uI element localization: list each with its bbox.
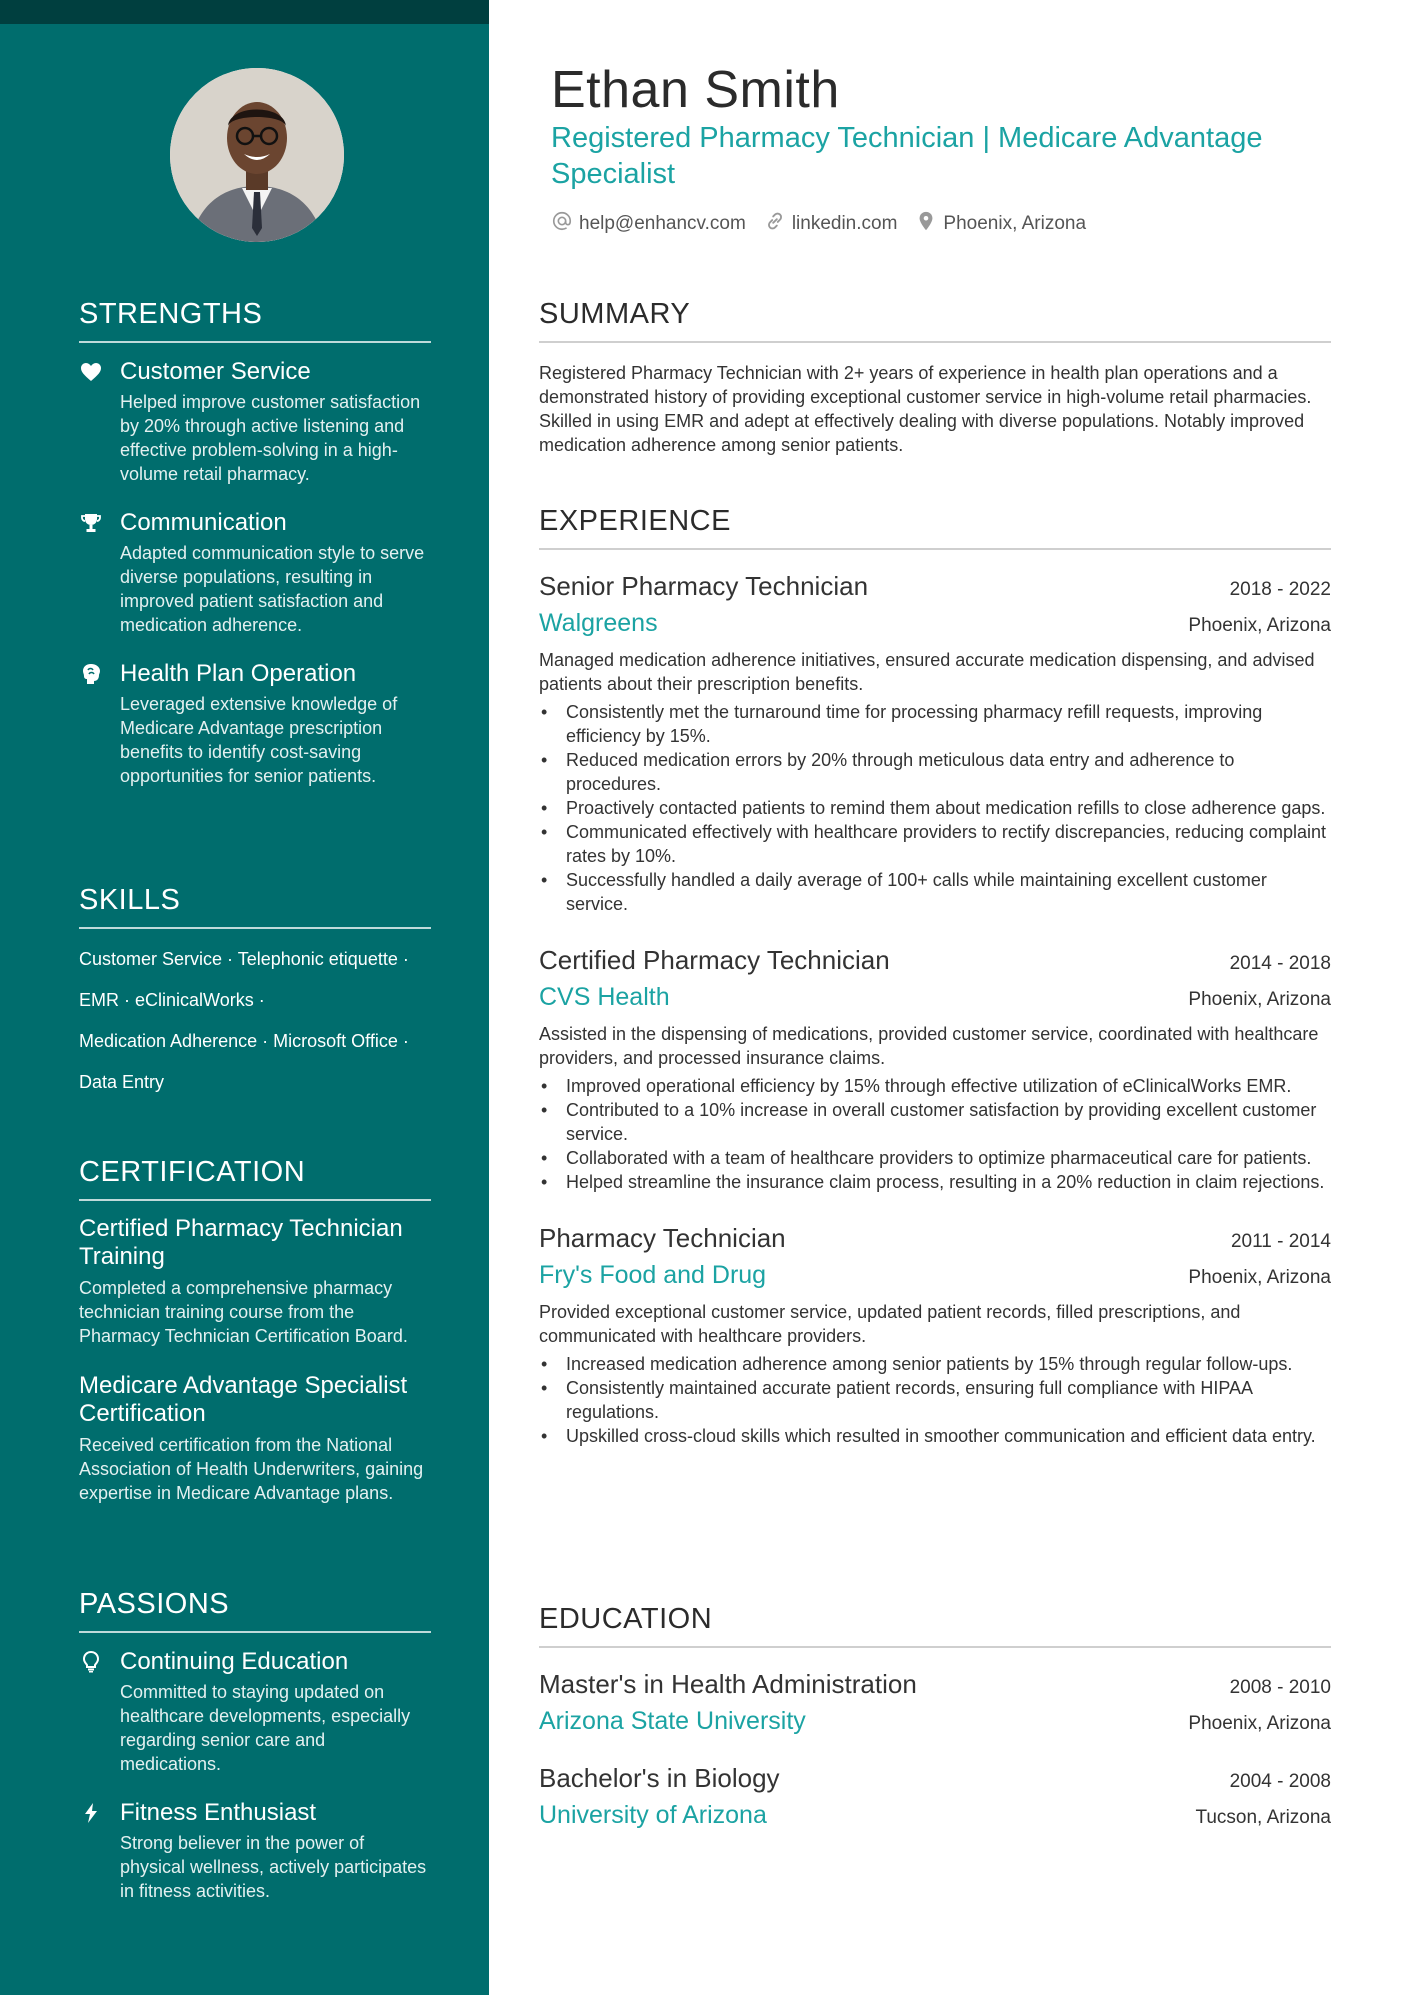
job-bullet: • Consistently met the turnaround time for processing pharmacy refill requests, improving efficiency by 15%. — [539, 700, 1331, 748]
passion-item — [79, 1798, 431, 1903]
education-school: Arizona State University — [539, 1707, 806, 1735]
job-bullet: • Collaborated with a team of healthcare providers to optimize pharmaceutical care for patients. — [539, 1146, 1331, 1170]
linkedin-contact[interactable] — [764, 210, 898, 238]
summary-text: Registered Pharmacy Technician with 2+ years of experience in health plan operations and a demonstrated history of providing exceptional customer service in high-volume retail pharmacies. Skilled in using EMR and adept at effectively dealing with diverse populations. Notably improved medication adherence among senior patients. — [539, 363, 1312, 455]
job-description: Assisted in the dispensing of medications, provided customer service, coordinated with healthcare providers, and processed insurance claims. — [539, 1024, 1319, 1068]
education-entry — [539, 1760, 1331, 1834]
strengths-title: STRENGTHS — [79, 298, 431, 343]
passion-title: Fitness Enthusiast — [120, 1799, 317, 1826]
email-text: help@enhancv.com — [579, 213, 746, 234]
brain-icon — [79, 662, 103, 686]
job-entry — [539, 1220, 1331, 1448]
job-bullets — [539, 1352, 1331, 1448]
summary-title: SUMMARY — [539, 298, 1331, 343]
job-bullet: • Improved operational efficiency by 15% through effective utilization of eClinicalWorks EMR. — [539, 1074, 1331, 1098]
skill-item: Medication Adherence — [79, 1031, 258, 1051]
job-dates: 2018 - 2022 — [1229, 579, 1331, 600]
job-location: Phoenix, Arizona — [1188, 989, 1331, 1010]
job-dates: 2011 - 2014 — [1230, 1231, 1331, 1252]
experience-section — [539, 505, 1331, 1474]
certification-item — [79, 1215, 431, 1348]
certification-section — [79, 1156, 431, 1529]
job-bullet: • Contributed to a 10% increase in overall customer satisfaction by providing excellent customer service. — [539, 1098, 1331, 1146]
passions-title: PASSIONS — [79, 1588, 431, 1633]
education-location: Tucson, Arizona — [1195, 1807, 1331, 1828]
job-title: Pharmacy Technician — [539, 1223, 786, 1253]
strength-desc: Adapted communication style to serve diverse populations, resulting in improved patient satisfaction and medication adherence. — [120, 543, 425, 635]
education-dates: 2008 - 2010 — [1229, 1677, 1331, 1698]
skills-title: SKILLS — [79, 884, 431, 929]
sidebar — [0, 0, 489, 1995]
lightning-icon — [79, 1801, 103, 1825]
map-pin-icon — [915, 210, 937, 238]
passion-item — [79, 1647, 431, 1776]
job-company: Fry's Food and Drug — [539, 1261, 767, 1289]
skill-item: Data Entry — [79, 1072, 165, 1092]
skill-item: Microsoft Office — [273, 1031, 398, 1051]
job-bullet: • Proactively contacted patients to remind them about medication refills to close adherence gaps. — [539, 796, 1331, 820]
education-degree: Bachelor's in Biology — [539, 1763, 780, 1793]
linkedin-text: linkedin.com — [791, 213, 898, 234]
job-bullet: • Increased medication adherence among senior patients by 15% through regular follow-ups. — [539, 1352, 1331, 1376]
job-location: Phoenix, Arizona — [1188, 615, 1331, 636]
heart-icon — [79, 360, 103, 384]
strength-item — [79, 357, 431, 486]
job-bullet: • Upskilled cross-cloud skills which resulted in smoother communication and efficient data entry. — [539, 1424, 1331, 1448]
job-company: Walgreens — [539, 609, 658, 637]
job-company: CVS Health — [539, 983, 670, 1011]
strength-title: Communication — [120, 509, 287, 536]
strength-title: Health Plan Operation — [120, 660, 357, 687]
strength-desc: Helped improve customer satisfaction by 20% through active listening and effective problem-solving in a high-volume retail pharmacy. — [120, 392, 421, 484]
passion-desc: Committed to staying updated on healthcare developments, especially regarding senior care and medications. — [120, 1682, 411, 1774]
job-bullet: • Helped streamline the insurance claim process, resulting in a 20% reduction in claim rejections. — [539, 1170, 1331, 1194]
skill-item: eClinicalWorks — [135, 990, 254, 1010]
strength-desc: Leveraged extensive knowledge of Medicare Advantage prescription benefits to identify cost-saving opportunities for senior patients. — [120, 694, 398, 786]
job-entry — [539, 942, 1331, 1194]
job-bullet: • Successfully handled a daily average of 100+ calls while maintaining excellent customer service. — [539, 868, 1331, 916]
experience-title: EXPERIENCE — [539, 505, 1331, 550]
candidate-role: Registered Pharmacy Technician | Medicare Advantage Specialist — [551, 122, 1263, 190]
passions-section — [79, 1588, 431, 1925]
skills-list: Customer Service · Telephonic etiquette · EMR · eClinicalWorks · Medication Adherence · Microsoft Office · Data Entry — [79, 949, 409, 1092]
at-icon — [551, 210, 573, 238]
certification-desc: Completed a comprehensive pharmacy technician training course from the Pharmacy Technician Certification Board. — [79, 1278, 408, 1346]
skill-item: Telephonic etiquette — [237, 949, 398, 969]
certification-name: Medicare Advantage Specialist Certification — [79, 1372, 408, 1427]
link-icon — [764, 210, 786, 238]
education-dates: 2004 - 2008 — [1229, 1771, 1331, 1792]
education-entry — [539, 1666, 1331, 1740]
education-title: EDUCATION — [539, 1603, 1331, 1648]
education-location: Phoenix, Arizona — [1188, 1713, 1331, 1734]
job-bullets — [539, 1074, 1331, 1194]
trophy-icon — [79, 511, 103, 535]
profile-photo — [170, 68, 344, 242]
job-bullet: • Reduced medication errors by 20% through meticulous data entry and adherence to procedures. — [539, 748, 1331, 796]
summary-section — [539, 298, 1331, 457]
location-contact — [915, 210, 1086, 238]
job-bullets — [539, 700, 1331, 916]
education-degree: Master's in Health Administration — [539, 1669, 917, 1699]
passion-desc: Strong believer in the power of physical wellness, actively participates in fitness activities. — [120, 1833, 427, 1901]
job-entry — [539, 568, 1331, 916]
certification-title: CERTIFICATION — [79, 1156, 431, 1201]
skill-item: Customer Service — [79, 949, 223, 969]
education-section — [539, 1603, 1331, 1854]
lightbulb-icon — [79, 1650, 103, 1674]
job-title: Certified Pharmacy Technician — [539, 945, 890, 975]
email-contact[interactable] — [551, 210, 746, 238]
skills-section — [79, 884, 431, 1103]
strength-item — [79, 659, 431, 788]
job-title: Senior Pharmacy Technician — [539, 571, 869, 601]
job-dates: 2014 - 2018 — [1229, 953, 1331, 974]
skill-item: EMR — [79, 990, 119, 1010]
sidebar-top-bar — [0, 0, 489, 24]
contact-info — [551, 210, 1086, 238]
job-description: Provided exceptional customer service, updated patient records, filled prescriptions, and communicated with healthcare providers. — [539, 1302, 1241, 1346]
candidate-name: Ethan Smith — [551, 61, 840, 119]
job-description: Managed medication adherence initiatives, ensured accurate medication dispensing, and advised patients about their prescription benefits. — [539, 650, 1315, 694]
education-school: University of Arizona — [539, 1801, 767, 1829]
certification-item — [79, 1372, 431, 1505]
strength-item — [79, 508, 431, 637]
location-text: Phoenix, Arizona — [943, 213, 1087, 234]
strengths-section — [79, 298, 431, 810]
strength-title: Customer Service — [120, 358, 311, 385]
certification-name: Certified Pharmacy Technician Training — [79, 1215, 403, 1270]
passion-title: Continuing Education — [120, 1648, 349, 1675]
certification-desc: Received certification from the National Association of Health Underwriters, gaining expertise in Medicare Advantage plans. — [79, 1435, 424, 1503]
job-location: Phoenix, Arizona — [1188, 1267, 1331, 1288]
job-bullet: • Consistently maintained accurate patient records, ensuring full compliance with HIPAA regulations. — [539, 1376, 1331, 1424]
job-bullet: • Communicated effectively with healthcare providers to rectify discrepancies, reducing complaint rates by 10%. — [539, 820, 1331, 868]
